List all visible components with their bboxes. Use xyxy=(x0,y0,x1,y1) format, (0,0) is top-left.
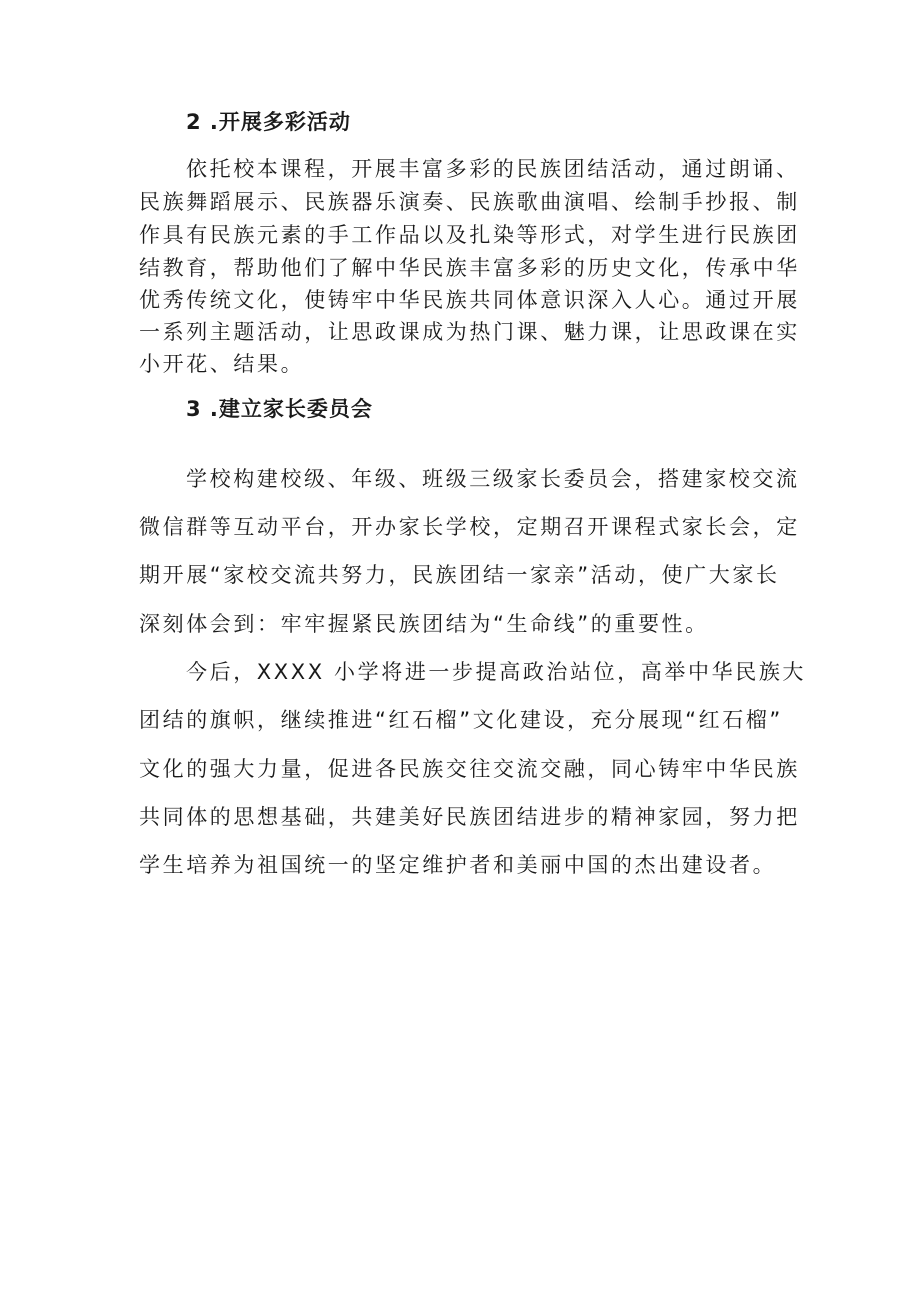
section-3-line-3: 期开展“家校交流共努力，民族团结一家亲”活动，使广大家长 xyxy=(139,563,780,587)
closing-line-4: 共同体的思想基础，共建美好民族团结进步的精神家园，努力把 xyxy=(139,805,800,829)
section-3-line-2: 微信群等互动平台，开办家长学校，定期召开课程式家长会，定 xyxy=(139,515,800,539)
closing-line-3: 文化的强大力量，促进各民族交往交流交融，同心铸牢中华民族 xyxy=(139,757,800,781)
section-2-line-2: 民族舞蹈展示、民族器乐演奏、民族歌曲演唱、绘制手抄报、制 xyxy=(139,190,800,214)
closing-line-1: 今后，XXXX 小学将进一步提高政治站位，高举中华民族大 xyxy=(186,660,807,684)
section-2-line-4: 结教育，帮助他们了解中华民族丰富多彩的历史文化，传承中华 xyxy=(139,256,800,280)
section-3-line-1: 学校构建校级、年级、班级三级家长委员会，搭建家校交流 xyxy=(186,467,800,491)
section-2-line-3: 作具有民族元素的手工作品以及扎染等形式，对学生进行民族团 xyxy=(139,223,800,247)
section-2-heading: 2 .开展多彩活动 xyxy=(186,110,351,134)
section-2-line-7: 小开花、结果。 xyxy=(139,352,305,376)
section-3-heading: 3 .建立家长委员会 xyxy=(186,397,373,421)
closing-line-2: 团结的旗帜，继续推进“红石榴”文化建设，充分展现“红石榴” xyxy=(139,708,783,732)
section-2-line-5: 优秀传统文化，使铸牢中华民族共同体意识深入人心。通过开展 xyxy=(139,288,800,312)
section-3-line-4: 深刻体会到：牢牢握紧民族团结为“生命线”的重要性。 xyxy=(139,612,709,636)
section-2-line-6: 一系列主题活动，让思政课成为热门课、魅力课，让思政课在实 xyxy=(139,320,800,344)
section-2-line-1: 依托校本课程，开展丰富多彩的民族团结活动，通过朗诵、 xyxy=(186,157,800,181)
closing-line-5: 学生培养为祖国统一的坚定维护者和美丽中国的杰出建设者。 xyxy=(139,853,777,877)
